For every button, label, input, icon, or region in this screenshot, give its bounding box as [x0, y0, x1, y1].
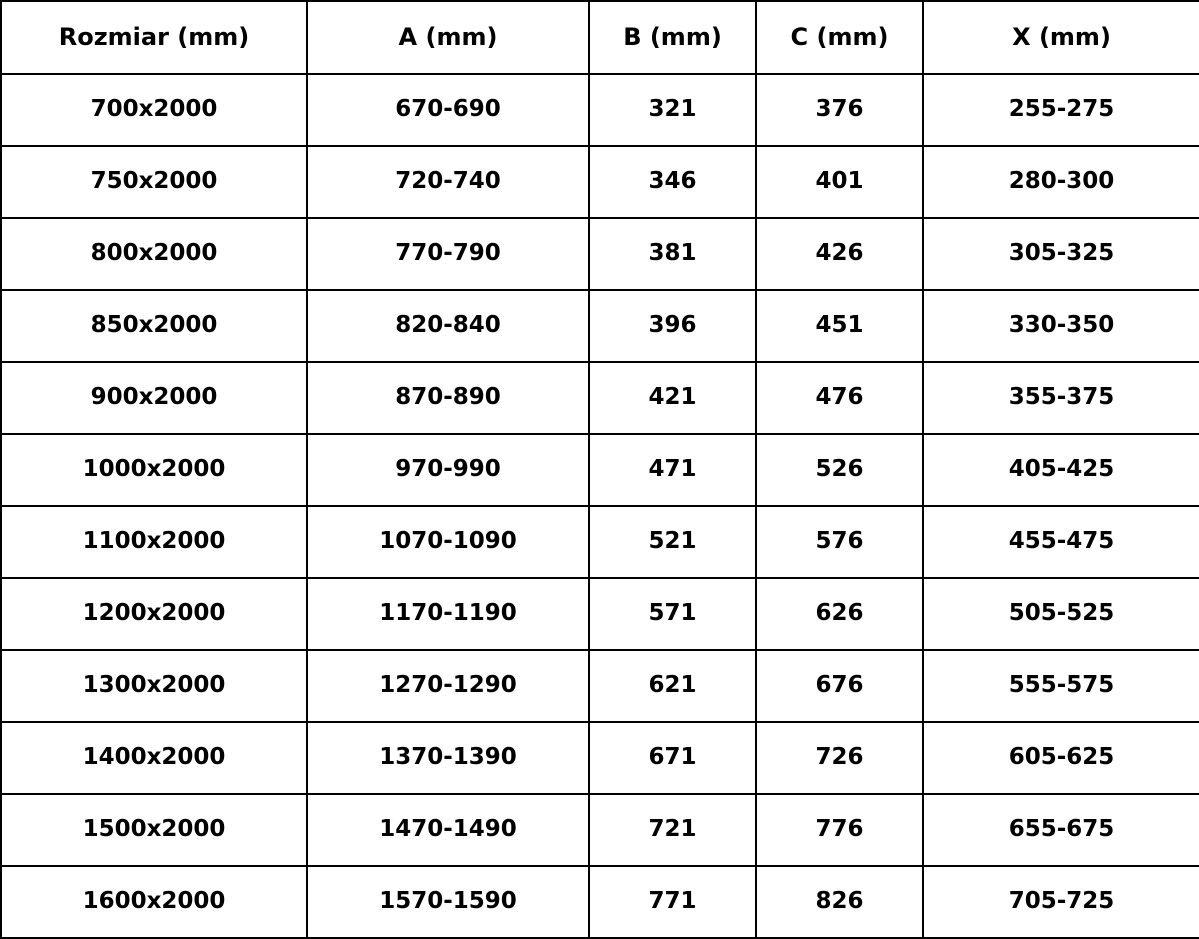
- table-row: [1, 290, 1199, 362]
- cell-a: 670-690: [307, 74, 589, 146]
- column-header-rozmiar: Rozmiar (mm): [1, 1, 307, 74]
- cell-size: 1500x2000: [1, 794, 307, 866]
- column-header-b: B (mm): [589, 1, 756, 74]
- table-row: [1, 74, 1199, 146]
- cell-size: 1400x2000: [1, 722, 307, 794]
- table-row: [1, 794, 1199, 866]
- table-header: [1, 1, 1199, 74]
- cell-a: 1170-1190: [307, 578, 589, 650]
- cell-b: 621: [589, 650, 756, 722]
- column-header-x: X (mm): [923, 1, 1199, 74]
- cell-a: 820-840: [307, 290, 589, 362]
- cell-c: 576: [756, 506, 923, 578]
- cell-a: 720-740: [307, 146, 589, 218]
- cell-x: 305-325: [923, 218, 1199, 290]
- cell-a: 1070-1090: [307, 506, 589, 578]
- cell-a: 1370-1390: [307, 722, 589, 794]
- cell-b: 671: [589, 722, 756, 794]
- cell-size: 1200x2000: [1, 578, 307, 650]
- cell-size: 1600x2000: [1, 866, 307, 938]
- cell-size: 700x2000: [1, 74, 307, 146]
- table-body: [1, 74, 1199, 938]
- cell-c: 726: [756, 722, 923, 794]
- table-row: [1, 362, 1199, 434]
- cell-x: 405-425: [923, 434, 1199, 506]
- cell-size: 900x2000: [1, 362, 307, 434]
- table-row: [1, 650, 1199, 722]
- cell-c: 626: [756, 578, 923, 650]
- cell-x: 655-675: [923, 794, 1199, 866]
- cell-a: 970-990: [307, 434, 589, 506]
- cell-size: 750x2000: [1, 146, 307, 218]
- cell-a: 1270-1290: [307, 650, 589, 722]
- table-row: [1, 722, 1199, 794]
- cell-x: 505-525: [923, 578, 1199, 650]
- cell-c: 526: [756, 434, 923, 506]
- cell-x: 605-625: [923, 722, 1199, 794]
- cell-c: 676: [756, 650, 923, 722]
- cell-b: 396: [589, 290, 756, 362]
- column-header-a: A (mm): [307, 1, 589, 74]
- cell-x: 705-725: [923, 866, 1199, 938]
- cell-c: 776: [756, 794, 923, 866]
- cell-c: 476: [756, 362, 923, 434]
- cell-size: 1100x2000: [1, 506, 307, 578]
- table-row: [1, 506, 1199, 578]
- cell-c: 401: [756, 146, 923, 218]
- column-header-c: C (mm): [756, 1, 923, 74]
- table-header-row: [1, 1, 1199, 74]
- cell-x: 455-475: [923, 506, 1199, 578]
- cell-x: 355-375: [923, 362, 1199, 434]
- cell-size: 1300x2000: [1, 650, 307, 722]
- cell-b: 521: [589, 506, 756, 578]
- cell-size: 1000x2000: [1, 434, 307, 506]
- cell-c: 426: [756, 218, 923, 290]
- cell-b: 471: [589, 434, 756, 506]
- cell-c: 826: [756, 866, 923, 938]
- cell-c: 376: [756, 74, 923, 146]
- cell-b: 321: [589, 74, 756, 146]
- cell-x: 330-350: [923, 290, 1199, 362]
- cell-size: 800x2000: [1, 218, 307, 290]
- table-row: [1, 146, 1199, 218]
- cell-b: 346: [589, 146, 756, 218]
- cell-b: 421: [589, 362, 756, 434]
- cell-a: 770-790: [307, 218, 589, 290]
- table-row: [1, 218, 1199, 290]
- cell-a: 870-890: [307, 362, 589, 434]
- table-row: [1, 578, 1199, 650]
- cell-x: 280-300: [923, 146, 1199, 218]
- cell-a: 1570-1590: [307, 866, 589, 938]
- cell-x: 555-575: [923, 650, 1199, 722]
- table-row: [1, 434, 1199, 506]
- cell-size: 850x2000: [1, 290, 307, 362]
- cell-b: 381: [589, 218, 756, 290]
- cell-b: 721: [589, 794, 756, 866]
- cell-c: 451: [756, 290, 923, 362]
- cell-b: 571: [589, 578, 756, 650]
- table-row: [1, 866, 1199, 938]
- cell-a: 1470-1490: [307, 794, 589, 866]
- cell-b: 771: [589, 866, 756, 938]
- cell-x: 255-275: [923, 74, 1199, 146]
